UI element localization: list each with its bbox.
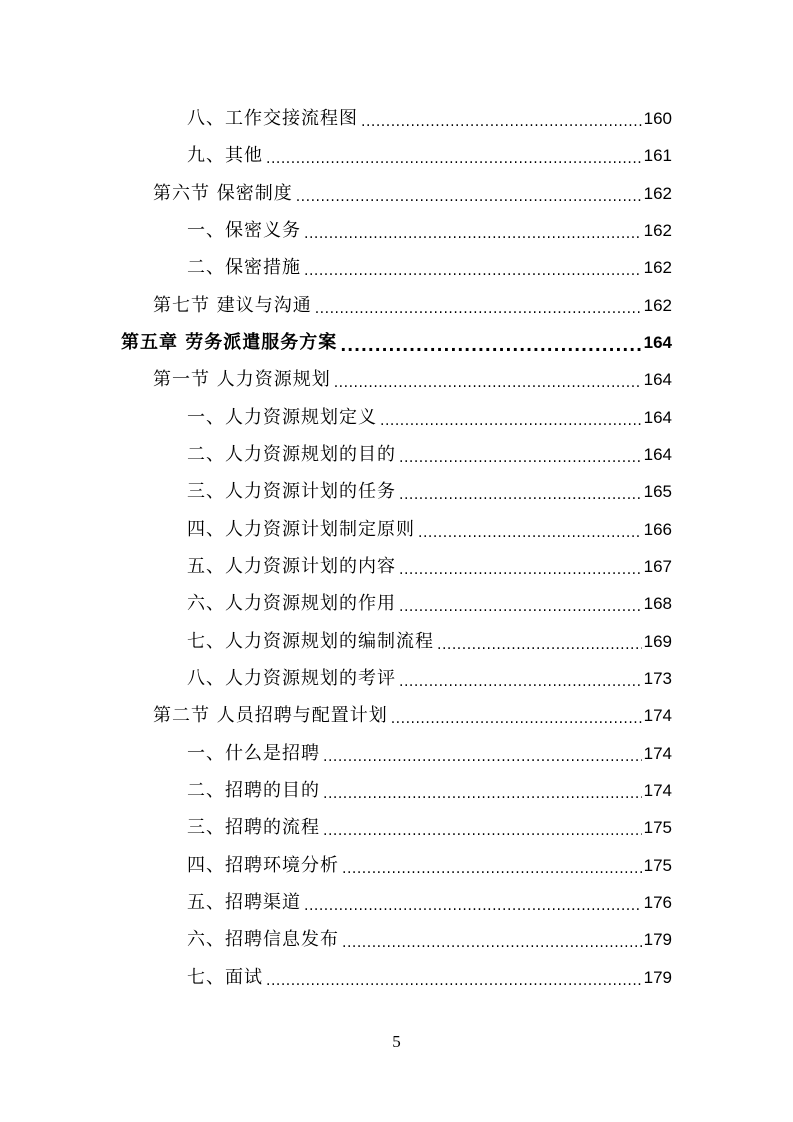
toc-entry[interactable] bbox=[153, 703, 672, 729]
toc-entry[interactable] bbox=[187, 965, 672, 991]
toc-entry[interactable] bbox=[153, 367, 672, 393]
toc-entry-label: 七、人力资源规划的编制流程 bbox=[187, 631, 434, 652]
toc-entry-label: 九、其他 bbox=[187, 145, 263, 166]
dot-leader bbox=[418, 523, 642, 543]
toc-entry[interactable] bbox=[187, 778, 672, 804]
dot-leader bbox=[399, 485, 642, 505]
toc-entry-label: 八、人力资源规划的考评 bbox=[187, 668, 396, 689]
toc-entry-label: 第七节 建议与沟通 bbox=[153, 295, 312, 316]
dot-leader bbox=[399, 448, 642, 468]
toc-entry-page: 174 bbox=[643, 706, 672, 725]
toc-entry[interactable] bbox=[187, 853, 672, 879]
dot-leader bbox=[266, 971, 642, 991]
toc-entry-label: 五、招聘渠道 bbox=[187, 892, 301, 913]
toc-entry-label: 二、人力资源规划的目的 bbox=[187, 444, 396, 465]
toc-entry-page: 169 bbox=[643, 632, 672, 651]
dot-leader bbox=[391, 709, 642, 729]
toc-entry[interactable] bbox=[187, 143, 672, 169]
toc-entry-page: 161 bbox=[643, 146, 672, 165]
dot-leader bbox=[399, 597, 642, 617]
toc-entry[interactable] bbox=[187, 815, 672, 841]
toc-entry-label: 六、招聘信息发布 bbox=[187, 929, 339, 950]
dot-leader bbox=[323, 747, 642, 767]
dot-leader bbox=[315, 299, 642, 319]
toc-entry-label: 第一节 人力资源规划 bbox=[153, 369, 331, 390]
dot-leader bbox=[334, 373, 642, 393]
toc-entry[interactable] bbox=[153, 293, 672, 319]
toc-entry[interactable] bbox=[187, 741, 672, 767]
toc-entry-label: 二、招聘的目的 bbox=[187, 780, 320, 801]
toc-entry-label: 四、招聘环境分析 bbox=[187, 855, 339, 876]
dot-leader bbox=[380, 411, 642, 431]
toc-entry-page: 174 bbox=[643, 781, 672, 800]
toc-entry[interactable] bbox=[187, 927, 672, 953]
toc-entry[interactable] bbox=[187, 405, 672, 431]
toc-entry-page: 179 bbox=[643, 930, 672, 949]
toc-chapter-entry[interactable] bbox=[121, 330, 672, 356]
toc-entry-label: 五、人力资源计划的内容 bbox=[187, 556, 396, 577]
toc-entry-page: 160 bbox=[643, 109, 672, 128]
toc-entry-page: 162 bbox=[643, 221, 672, 240]
toc-entry-label: 二、保密措施 bbox=[187, 257, 301, 278]
page-number: 5 bbox=[392, 1032, 401, 1051]
dot-leader bbox=[304, 261, 642, 281]
toc-entry-page: 165 bbox=[643, 482, 672, 501]
toc-entry-page: 174 bbox=[643, 744, 672, 763]
toc-entry-page: 168 bbox=[643, 594, 672, 613]
toc-entry-label: 第二节 人员招聘与配置计划 bbox=[153, 705, 388, 726]
toc-entry-page: 175 bbox=[643, 818, 672, 837]
toc-entry[interactable] bbox=[187, 890, 672, 916]
dot-leader bbox=[399, 672, 642, 692]
dot-leader bbox=[323, 821, 642, 841]
dot-leader bbox=[323, 784, 642, 804]
toc-entry[interactable] bbox=[187, 517, 672, 543]
toc-entry[interactable] bbox=[187, 629, 672, 655]
toc-entry-label: 第六节 保密制度 bbox=[153, 183, 293, 204]
dot-leader bbox=[437, 635, 642, 655]
toc-entry-label: 一、人力资源规划定义 bbox=[187, 407, 377, 428]
toc-entry-label: 八、工作交接流程图 bbox=[187, 108, 358, 129]
toc-entry-label: 四、人力资源计划制定原则 bbox=[187, 519, 415, 540]
dot-leader bbox=[266, 149, 642, 169]
toc-entry-label: 一、什么是招聘 bbox=[187, 743, 320, 764]
toc-entry-label: 七、面试 bbox=[187, 967, 263, 988]
dot-leader bbox=[399, 560, 642, 580]
toc-entry[interactable] bbox=[187, 106, 672, 132]
toc-entry-label: 一、保密义务 bbox=[187, 220, 301, 241]
toc-entry-page: 164 bbox=[643, 445, 672, 464]
toc-entry-page: 166 bbox=[643, 520, 672, 539]
toc-entry-page: 175 bbox=[643, 856, 672, 875]
dot-leader bbox=[304, 224, 642, 244]
dot-leader bbox=[342, 859, 642, 879]
toc-entry-page: 162 bbox=[643, 184, 672, 203]
toc-entry-label: 第五章 劳务派遣服务方案 bbox=[121, 332, 338, 353]
toc-entry-page: 164 bbox=[643, 333, 672, 352]
toc-entry[interactable] bbox=[187, 479, 672, 505]
toc-entry[interactable] bbox=[187, 554, 672, 580]
toc-entry[interactable] bbox=[187, 442, 672, 468]
dot-leader bbox=[361, 112, 642, 132]
toc-entry-page: 162 bbox=[643, 296, 672, 315]
toc-entry[interactable] bbox=[187, 255, 672, 281]
toc-entry[interactable] bbox=[187, 666, 672, 692]
toc-entry-page: 167 bbox=[643, 557, 672, 576]
dot-leader bbox=[340, 336, 641, 356]
toc-entry-label: 三、招聘的流程 bbox=[187, 817, 320, 838]
dot-leader bbox=[304, 896, 642, 916]
toc-entry-page: 164 bbox=[643, 370, 672, 389]
toc-entry-page: 173 bbox=[643, 669, 672, 688]
toc-entry[interactable] bbox=[187, 218, 672, 244]
toc-entry-label: 六、人力资源规划的作用 bbox=[187, 593, 396, 614]
dot-leader bbox=[296, 187, 642, 207]
toc-entry[interactable] bbox=[187, 591, 672, 617]
toc-entry-label: 三、人力资源计划的任务 bbox=[187, 481, 396, 502]
dot-leader bbox=[342, 933, 642, 953]
toc-entry-page: 179 bbox=[643, 968, 672, 987]
toc-entry-page: 164 bbox=[643, 408, 672, 427]
toc-entry-page: 162 bbox=[643, 258, 672, 277]
toc-entry[interactable] bbox=[153, 181, 672, 207]
toc-entry-page: 176 bbox=[643, 893, 672, 912]
